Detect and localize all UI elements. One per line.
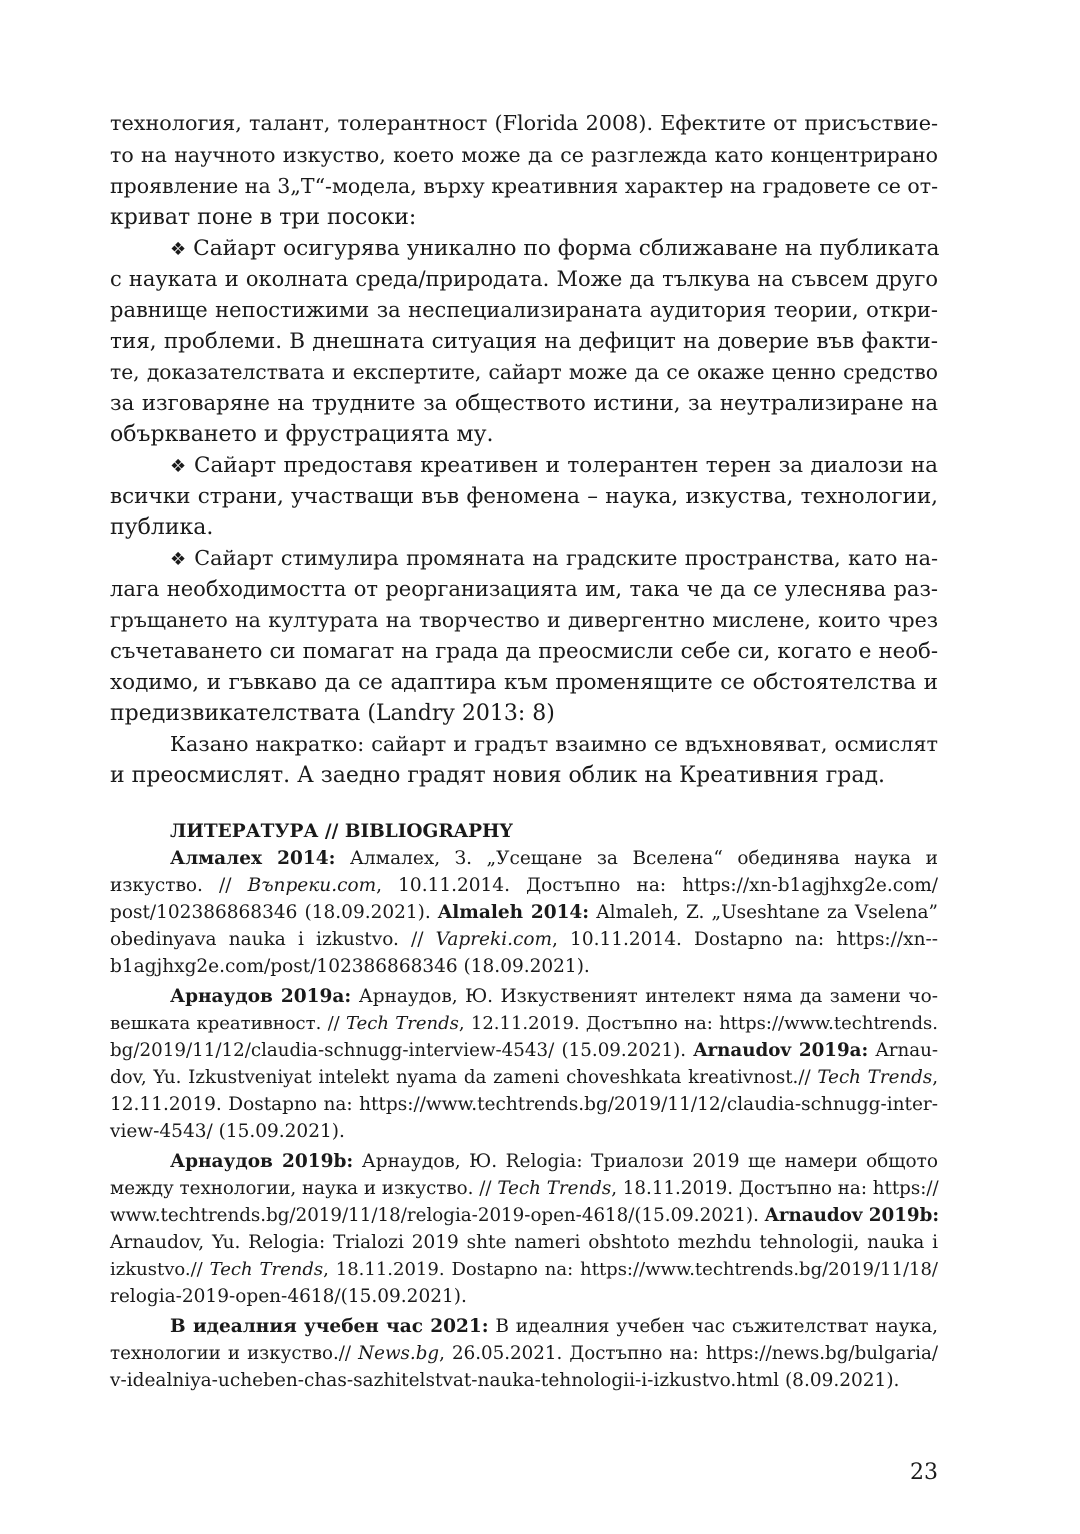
text-line: технология, талант, толерантност (Florida 2008). Ефектите от присъствие- [110, 111, 938, 135]
text-span: , [932, 1067, 938, 1088]
text-line: объркването и фрустрацията му. [110, 422, 494, 447]
text-span: Almaleh, Z. „Useshtane za Vselena” [589, 902, 938, 923]
bib-entry-line [110, 1259, 938, 1280]
bullet-icon: ❖ [170, 549, 187, 570]
source-title: Vapreki.com [435, 929, 553, 950]
bib-entry-line [110, 1067, 938, 1088]
bullet-icon: ❖ [170, 456, 187, 477]
bib-entry-line[interactable]: v-idealniya-ucheben-chas-sazhitelstvat-nauka-tehnologii-i-izkustvo.html (8.09.2021). [110, 1370, 900, 1391]
source-title: News.bg [358, 1343, 440, 1364]
bib-entry-line [110, 929, 938, 950]
link-text[interactable]: , 18.11.2019. Dostapno na: https://www.techtrends.bg/2019/11/18/ [323, 1259, 938, 1280]
bibliography-heading: ЛИТЕРАТУРА // BIBLIOGRAPHY [170, 821, 513, 842]
source-title: Tech Trends [497, 1178, 612, 1199]
bib-key: Arnaudov 2019b: [764, 1205, 940, 1226]
text-span: В идеалния учебен час съжителстват наука, [488, 1316, 938, 1337]
source-title: Tech Trends [209, 1259, 324, 1280]
text-line: лага необходимостта от реорганизацията им, така че да се улеснява раз- [110, 577, 938, 601]
bib-entry-line[interactable]: b1agjhxg2e.com/post/102386868346 (18.09.2021). [110, 956, 590, 977]
source-title: Tech Trends [817, 1067, 933, 1088]
page-number: 23 [910, 1460, 938, 1485]
text-line: ходимо, и гъвкаво да се адаптира към променящите се обстоятелства и [110, 670, 938, 695]
source-title: Tech Trends [346, 1013, 459, 1034]
bib-key: Arnaudov 2019a: [693, 1040, 869, 1061]
bib-entry-line [110, 1013, 938, 1034]
text-span: Arnau- [868, 1040, 938, 1061]
text-line: публика. [110, 515, 214, 540]
text-span: Сайарт стимулира промяната на градските пространства, като на- [194, 546, 938, 570]
bib-entry-line[interactable]: relogia-2019-open-4618/(15.09.2021). [110, 1286, 467, 1307]
text-line: и преосмислят. А заедно градят новия облик на Креативния град. [110, 763, 886, 788]
text-span: Арнаудов, Ю. Relogia: Триалози 2019 ще намери общото [353, 1151, 938, 1172]
bib-key: Арнаудов 2019b: [170, 1151, 354, 1172]
text-line: тия, проблеми. В днешната ситуация на дефицит на доверие във факти- [110, 329, 938, 354]
link-text[interactable]: , 10.11.2014. Dostapno na: https://xn-- [552, 929, 938, 950]
bib-entry-line: Arnaudov, Yu. Relogia: Trialozi 2019 shte nameri obshtoto mezhdu tehnologii, nauka i [110, 1232, 938, 1253]
bullet-item [110, 453, 938, 478]
bib-entry-line [110, 875, 938, 896]
bib-entry-line [110, 902, 938, 923]
text-line: равнище непостижими за неспециализираната аудитория теории, откри- [110, 298, 938, 322]
bib-entry-line [110, 1040, 938, 1061]
bullet-item [110, 236, 938, 261]
text-span: post/102386868346 (18.09.2021). [110, 902, 438, 923]
link-text[interactable]: bg/2019/11/12/claudia-schnugg-interview-4543/ (15.09.2021). [110, 1040, 694, 1061]
bib-key: Almaleh 2014: [437, 902, 590, 923]
bib-entry-line[interactable]: view-4543/ (15.09.2021). [110, 1121, 345, 1142]
text-span: Сайарт предоставя креативен и толерантен терен за диалози на [194, 453, 938, 478]
text-line: всички страни, участващи във феномена – наука, изкуства, технологии, [110, 484, 938, 509]
text-span: Сайарт осигурява уникално по форма сближаване на публиката [193, 236, 940, 261]
text-span: технологии и изкуство.// [110, 1343, 359, 1364]
link-text[interactable]: , 26.05.2021. Достъпно на: https://news.bg/bulgaria/ [439, 1343, 938, 1364]
text-span: между технологии, наука и изкуство. // [110, 1178, 498, 1199]
bib-entry-line [110, 1178, 938, 1199]
bib-key: В идеалния учебен час 2021: [170, 1316, 489, 1337]
bib-key: Арнаудов 2019a: [170, 986, 352, 1007]
source-title: Въпреки.com [247, 875, 377, 896]
text-line: съчетаването си помагат на града да преосмисли себе си, когато е необ- [110, 639, 938, 664]
bullet-icon: ❖ [170, 239, 187, 260]
bib-entry-line [110, 848, 938, 869]
bib-entry-line [110, 986, 938, 1007]
bib-entry-line [110, 1316, 938, 1337]
text-line: гръщането на културата на творчество и дивергентно мислене, които чрез [110, 608, 938, 632]
link-text[interactable]: , 12.11.2019. Достъпно на: https://www.techtrends. [458, 1013, 939, 1034]
bib-entry-line [110, 1151, 938, 1172]
bib-entry-line[interactable]: 12.11.2019. Dostapno na: https://www.techtrends.bg/2019/11/12/claudia-schnugg-inter- [110, 1094, 938, 1115]
bib-entry-line [110, 1205, 938, 1226]
link-text[interactable]: , 10.11.2014. Достъпно на: https://xn-b1agjhxg2e.com/ [376, 875, 938, 896]
text-line: то на научното изкуство, което може да се разглежда като концентрирано [110, 143, 938, 167]
text-span: изкуство. // [110, 875, 248, 896]
text-span: Алмалех, З. „Усещане за Вселена“ обединява наука и [335, 848, 938, 869]
text-line: Казано накратко: сайарт и градът взаимно се вдъхновяват, осмислят [170, 732, 938, 756]
text-span: вешката креативност. // [110, 1013, 347, 1034]
bullet-item [110, 546, 938, 570]
bib-key: Алмалех 2014: [170, 848, 336, 869]
bib-entry-line [110, 1343, 938, 1364]
text-line: с науката и околната среда/природата. Може да тълкува на съвсем друго [110, 267, 938, 291]
text-span: dov, Yu. Izkustveniyat intelekt nyama da zameni choveshkata kreativnost.// [110, 1067, 818, 1088]
text-line: предизвикателствата (Landry 2013: 8) [110, 701, 555, 726]
text-line: криват поне в три посоки: [110, 205, 417, 230]
link-text[interactable]: www.techtrends.bg/2019/11/18/relogia-2019-open-4618/(15.09.2021). [110, 1205, 765, 1226]
text-line: за изговаряне на трудните за обществото истини, за неутрализиране на [110, 391, 938, 416]
text-span: izkustvo.// [110, 1259, 210, 1280]
text-line: те, доказателствата и експертите, сайарт може да се окаже ценно средство [110, 360, 938, 384]
text-span: obedinyava nauka i izkustvo. // [110, 929, 436, 950]
text-span: Арнаудов, Ю. Изкуственият интелект няма да замени чо- [351, 986, 938, 1007]
text-line: проявление на 3„Т“-модела, върху креативния характер на градовете се от- [110, 174, 938, 198]
link-text[interactable]: , 18.11.2019. Достъпно на: https:// [611, 1178, 939, 1199]
